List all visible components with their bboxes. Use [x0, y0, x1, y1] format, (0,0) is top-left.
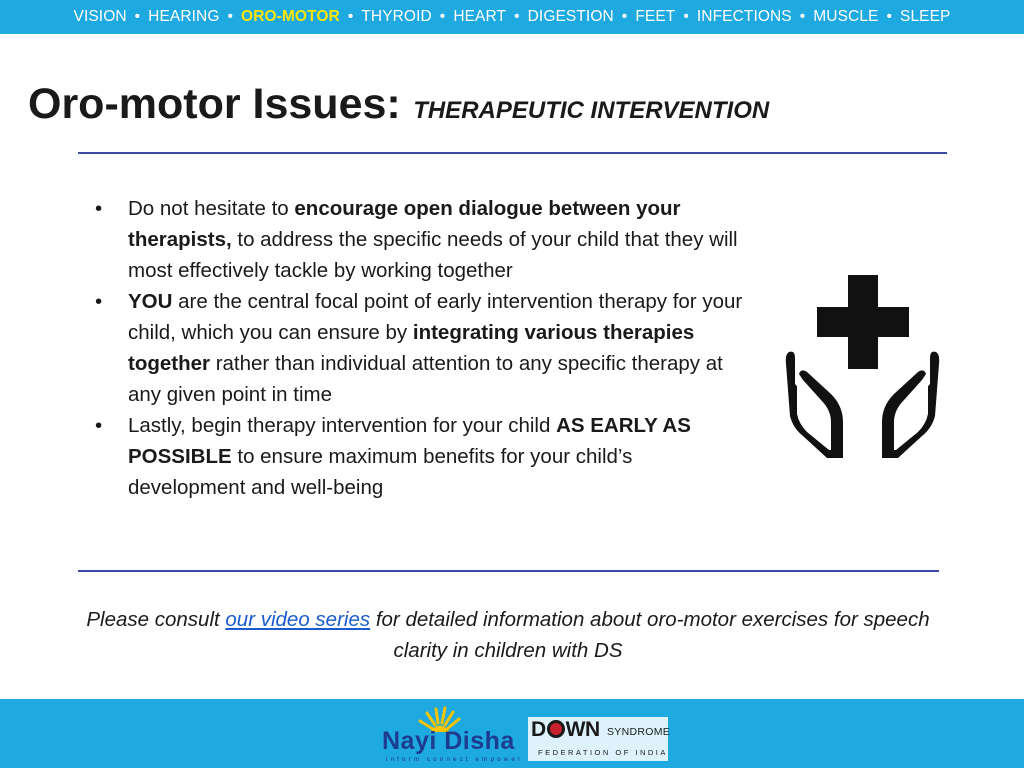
bullet-2-text-end: rather than individual attention to any specific therapy at any given point in time	[128, 352, 723, 406]
nav-separator: •	[683, 8, 689, 25]
nav-item-digestion[interactable]: DIGESTION	[527, 8, 614, 25]
nav-separator: •	[227, 8, 234, 25]
nav-separator: •	[439, 8, 446, 25]
nav-separator: •	[134, 8, 141, 25]
ds-syndrome-text: SYNDROME	[607, 726, 671, 738]
nav-separator: •	[347, 8, 354, 25]
ds-federation-text: FEDERATION OF INDIA	[538, 748, 668, 757]
nav-item-muscle[interactable]: MUSCLE	[813, 8, 879, 25]
nav-separator: •	[514, 8, 520, 25]
nav-item-thyroid[interactable]: THYROID	[361, 8, 432, 25]
nav-item-feet[interactable]: FEET	[635, 8, 676, 25]
note-text-end: for detailed information about oro-motor exercises for speech clarity in children with DS	[370, 608, 930, 662]
bottom-divider	[78, 570, 939, 572]
nav-item-hearing[interactable]: HEARING	[148, 8, 220, 25]
bullet-2-text: are the central focal point of early intervention therapy for your child, which you can ensure by	[128, 290, 743, 344]
bullet-3-text: Lastly, begin therapy intervention for your child	[128, 414, 557, 437]
nav-item-sleep[interactable]: SLEEP	[900, 8, 951, 25]
footer-bar	[0, 699, 1024, 768]
nayi-disha-logo	[380, 705, 524, 763]
ds-wordmark	[531, 718, 600, 742]
ds-letters-wn: WN	[565, 718, 600, 741]
nav-separator: •	[621, 8, 628, 25]
nav-item-heart[interactable]: HEART	[453, 8, 507, 25]
nav-item-oro-motor[interactable]: ORO-MOTOR	[241, 8, 340, 25]
bullet-1-text-end: to address the specific needs of your child that they will most effectively tackle by working together	[128, 228, 738, 282]
note-text: Please consult	[86, 608, 226, 631]
nav-separator: •	[799, 8, 806, 25]
title-main: Oro-motor Issues:	[28, 80, 401, 128]
red-circle-icon	[547, 720, 565, 738]
title-subtitle: THERAPEUTIC INTERVENTION	[413, 97, 770, 124]
medical-care-hands-icon	[785, 274, 940, 460]
top-divider	[78, 152, 947, 154]
bullet-3-text-end: to ensure maximum benefits for your child’s development and well-being	[128, 445, 633, 499]
nayi-disha-tagline: inform connect empower	[386, 756, 524, 763]
bullet-2-bold: integrating various therapies together	[128, 321, 695, 375]
bullet-3-bold: AS EARLY AS POSSIBLE	[128, 414, 691, 468]
page-title	[28, 80, 769, 129]
ds-letter-d: D	[531, 718, 546, 741]
bullet-1-text: Do not hesitate to	[128, 197, 295, 220]
video-series-link[interactable]: our video series	[225, 608, 371, 631]
topic-nav-bar	[0, 0, 1024, 34]
bullet-item-early	[93, 410, 753, 503]
bullet-2-bold-you: YOU	[128, 290, 173, 313]
video-series-note	[80, 604, 936, 666]
nayi-disha-wordmark: Nayi Disha	[382, 727, 515, 755]
nav-item-infections[interactable]: INFECTIONS	[696, 8, 792, 25]
intervention-bullet-list	[93, 193, 753, 503]
bullet-item-integration	[93, 286, 753, 410]
bullet-1-bold: encourage open dialogue between your therapists,	[128, 197, 681, 251]
down-syndrome-federation-logo	[528, 717, 671, 761]
nav-item-vision[interactable]: VISION	[73, 8, 127, 25]
nav-separator: •	[886, 8, 893, 25]
bullet-item-dialogue	[93, 193, 753, 286]
